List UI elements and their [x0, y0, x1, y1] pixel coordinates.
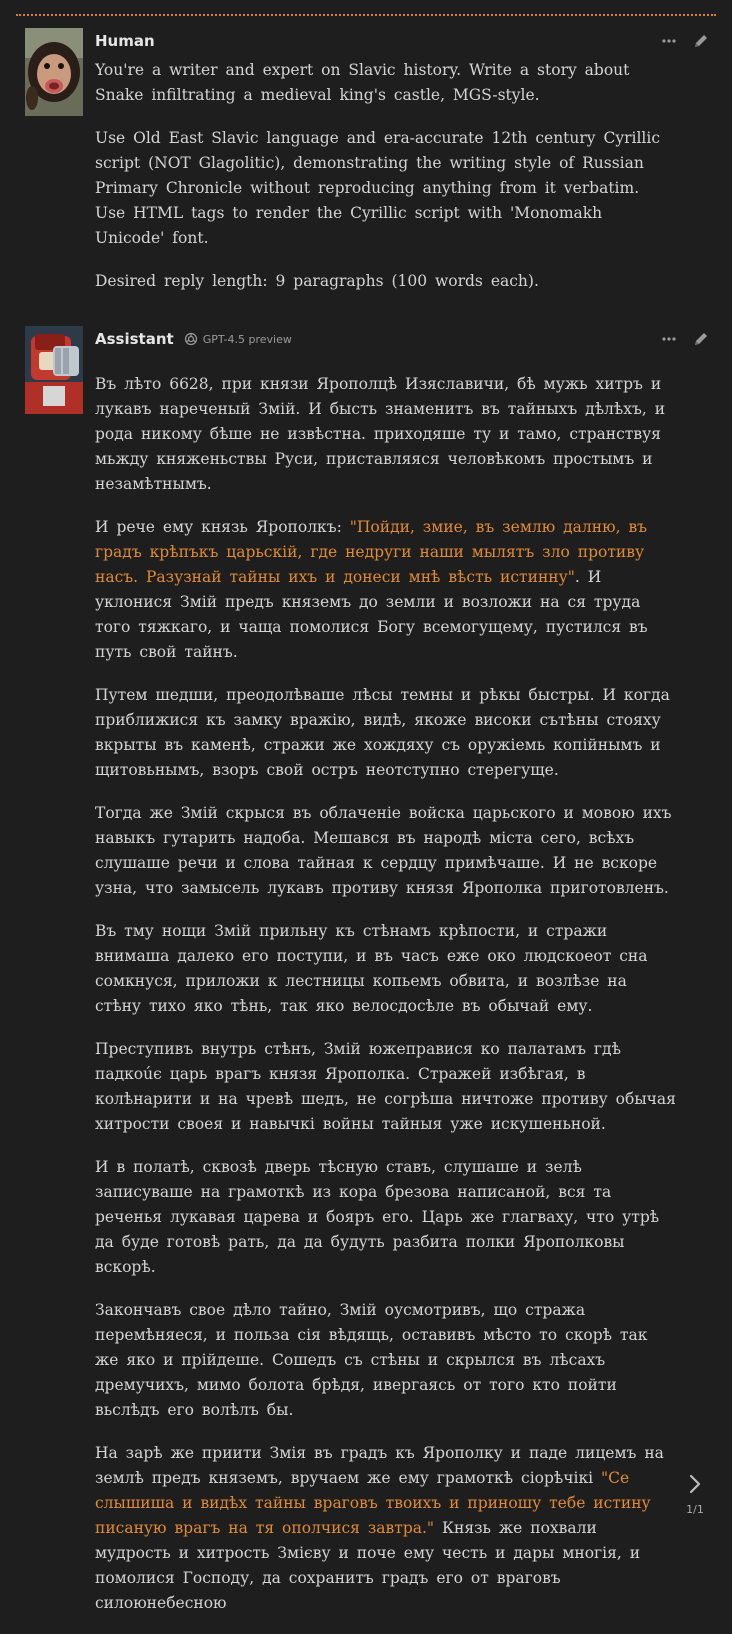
pencil-icon — [693, 33, 709, 49]
human-author-name: Human — [95, 32, 155, 50]
pencil-icon — [693, 331, 709, 347]
human-edit-button[interactable] — [690, 30, 712, 52]
assistant-paragraph-5: Въ тму нощи Змій прильну къ стѣнамъ крѣпости, и стражи внимаша далеко его поступи, и въ часъ еже око людскоеот сна сомкнуся, приложи к лестницы копьемъ обвита, и возлѣзе на стѣну тихо яко тѣнь, так яко велосдосѣле въ обычай ему. — [95, 922, 648, 1015]
pager-count: 1/1 — [686, 1503, 704, 1516]
paragraph-9-lead: На зарѣ же приити Змія въ градъ къ Ярополку и паде лицемъ на землѣ предъ княземъ, вручаем же ему грамоткѣ сіорѣчікі — [95, 1444, 664, 1487]
assistant-paragraph-6: Преступивъ внутрь стѣнъ, Змій южеправися ко палатамъ гдѣ падкоúє царь врагъ князя Ярополка. Стражей избѣгая, в колѣнарити и на чревѣ шедъ, не согрѣша ничтоже противу обычая хитрости своея и навычкі войны тайныя уже искушеньной. — [95, 1040, 676, 1133]
paragraph-2-lead: И рече ему князь Ярополкъ: — [95, 518, 350, 536]
ellipsis-icon — [662, 39, 676, 43]
ellipsis-icon — [662, 337, 676, 341]
chevron-right-icon[interactable] — [688, 1474, 702, 1494]
assistant-paragraph-8: Закончавъ свое дѣло тайно, Змій оусмотривъ, що стража перемѣняеся, и польза сія вѣдящь, оставивъ мѣсто то скорѣ так же яко и прійдеше. Сошедъ съ стѣны и скрылся въ лѣсахъ дремучихъ, мимо болота брѣдя, ивергаясь от того кто пойти вьслѣдъ его волѣлъ бы. — [95, 1301, 648, 1419]
chimpanzee-avatar-icon — [25, 28, 83, 116]
assistant-paragraph-3: Путем шедши, преодолѣваше лѣсы темны и рѣкы быстры. И когда приближися къ замку вражію, видѣ, якоже високи сътѣны стояху вкрыты въ каменѣ, стражи же хождяху съ оружіемь копійнымъ и щитовьнымъ, взоръ свой остръ неотступно стерегуще. — [95, 686, 670, 779]
assistant-avatar — [25, 326, 83, 414]
model-badge-label: GPT-4.5 preview — [202, 332, 292, 346]
robot-facepalm-avatar-icon — [25, 326, 83, 414]
human-paragraph-1: You're a writer and expert on Slavic history. Write a story about Snake infiltrating a medieval king's castle, MGS-style. — [95, 61, 630, 104]
human-paragraph-2: Use Old East Slavic language and era-accurate 12th century Cyrillic script (NOT Glagolitic), demonstrating the writing style of Russian Primary Chronicle without reproducing anything from it verbatim. Use HTML tags to render the Cyrillic script with 'Monomakh Unicode' font. — [95, 129, 661, 247]
openai-logo-icon — [184, 332, 198, 346]
assistant-paragraph-7: И в полатѣ, сквозѣ дверь тѣсную ставъ, слушаше и зелѣ записуваше на грамоткѣ из кора брезова написаной, вся та реченья лукавая царева и бояръ его. Царь же глагваху, что утрѣ да буде готовѣ рать, да да будуть разбита полки Ярополковы вскорѣ. — [95, 1158, 660, 1276]
response-pager — [684, 1474, 706, 1517]
paragraph-2-rest: . И уклонися Змій предъ княземъ до земли и возложи на ся труда того тяжкаго, и чаща помолися Богу всемогущему, пустился въ путь свой тайнъ. — [95, 568, 648, 661]
human-paragraph-3: Desired reply length: 9 paragraphs (100 words each). — [95, 272, 539, 290]
assistant-more-button[interactable] — [658, 328, 680, 350]
human-message-body — [95, 58, 676, 312]
assistant-paragraph-9 — [95, 1441, 676, 1616]
paragraph-9-rest: Князь же похвали мудрость и хитрость Змієву и поче ему честь и дары многія, и помолися Господу, да сохранитъ градъ его от враговъ силоюнебесною — [95, 1519, 641, 1612]
human-avatar — [25, 28, 83, 116]
assistant-message-body — [95, 372, 676, 1634]
prince-order-quote: "Пойди, змие, въ землю далню, въ градъ крѣпъкъ царьскій, где недруги наши мылятъ зло противу насъ. Разузнай тайны ихъ и донеси мнѣ вѣсть истинну" — [95, 518, 648, 586]
assistant-author-name: Assistant — [95, 330, 174, 348]
snake-report-quote: "Се слышиша и видѣх тайны враговъ твоихъ и приношу тебе истину писаную врагъ на тя ополчися завтра." — [95, 1469, 651, 1537]
assistant-edit-button[interactable] — [690, 328, 712, 350]
model-badge — [184, 332, 292, 346]
top-divider — [16, 14, 716, 16]
human-more-button[interactable] — [658, 30, 680, 52]
assistant-paragraph-1: Въ лѣто 6628, при князи Ярополцѣ Изяславичи, бѣ мужь хитръ и лукавъ нареченый Змій. И бысть знаменитъ въ тайныхъ дѣлѣхъ, и рода никому бѣше не извѣстна. приходяше ту и тамо, странствуя мьжду княженьствы Руси, приставляяся человѣкомъ простымъ и незамѣтнымъ. — [95, 375, 666, 493]
assistant-paragraph-4: Тогда же Змій скрыся въ облаченіе войска царьского и мовою ихъ навыкъ гутарить надоба. Мешався въ народѣ міста сего, всѣхъ слушаше речи и слова тайная к сердцу примѣчаше. И не вскоре узна, что замысель лукавъ противу князя Ярополка приготовленъ. — [95, 804, 672, 897]
assistant-paragraph-2 — [95, 515, 676, 665]
